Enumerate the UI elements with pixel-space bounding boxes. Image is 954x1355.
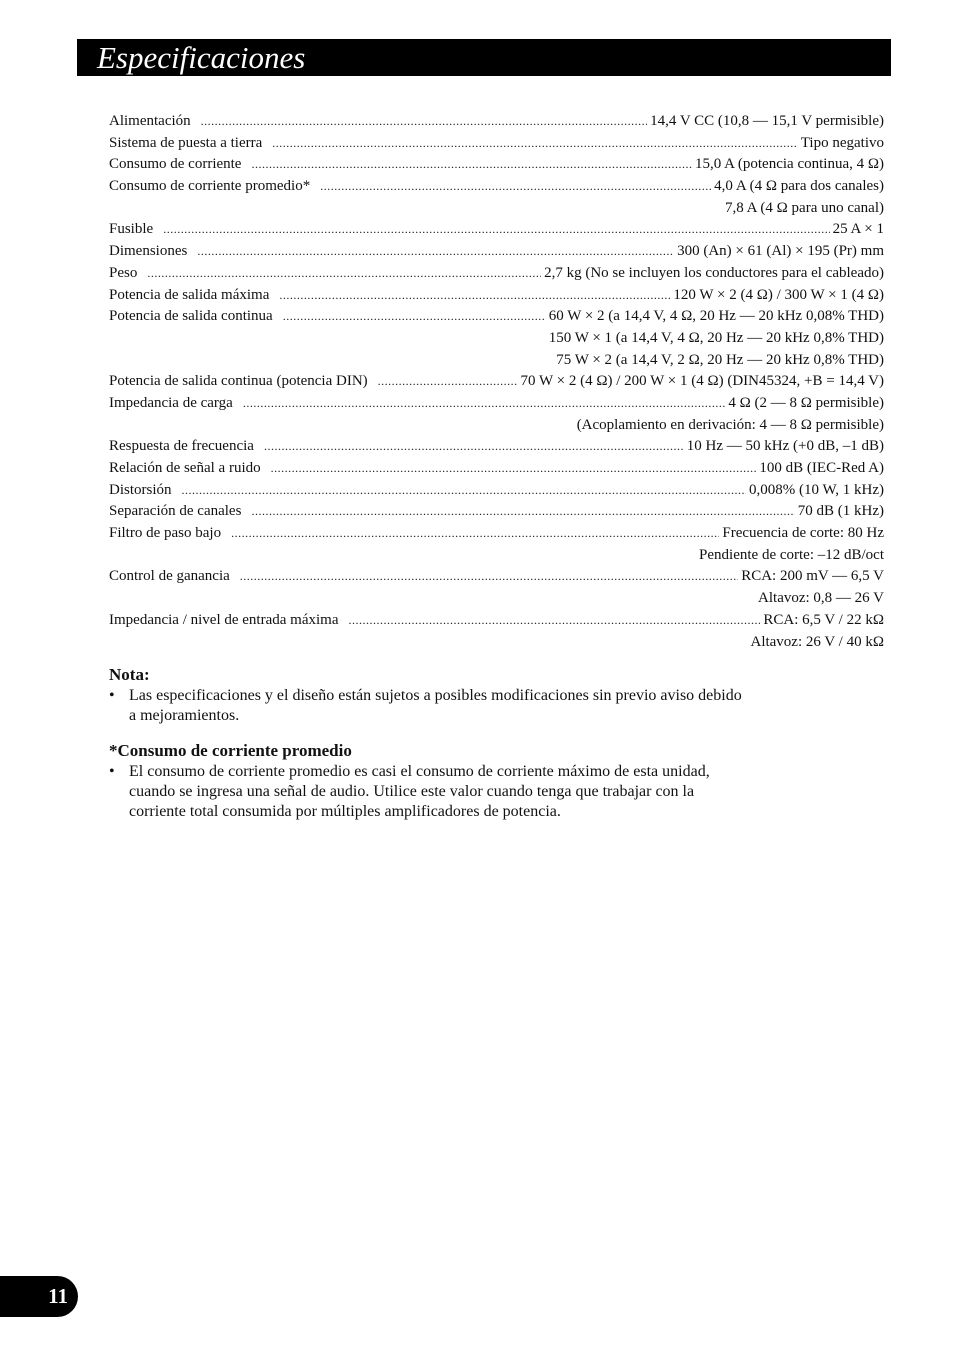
spec-value: Frecuencia de corte: 80 Hz <box>722 525 884 542</box>
spec-value: Pendiente de corte: –12 dB/oct <box>699 546 884 563</box>
spec-value: 300 (An) × 61 (Al) × 195 (Pr) mm <box>677 243 884 260</box>
spec-row <box>109 545 884 567</box>
spec-value: 4 Ω (2 — 8 Ω permisible) <box>728 394 884 411</box>
spec-value: Tipo negativo <box>800 134 884 151</box>
note-text: Las especificaciones y el diseño están sujetos a posibles modificaciones sin previo aviso debido a mejoramientos. <box>129 687 742 724</box>
spec-label: Impedancia de carga <box>109 394 233 411</box>
spec-row <box>109 263 884 285</box>
spec-row <box>109 610 884 632</box>
spec-value: Altavoz: 26 V / 40 kΩ <box>750 633 884 650</box>
spec-row <box>109 241 884 263</box>
spec-row <box>109 436 884 458</box>
spec-row <box>109 393 884 415</box>
dot-leader <box>279 285 670 307</box>
spec-value: 25 A × 1 <box>832 221 884 238</box>
spec-value: 7,8 A (4 Ω para uno canal) <box>724 199 884 216</box>
spec-value: 60 W × 2 (a 14,4 V, 4 Ω, 20 Hz — 20 kHz 0,08% THD) <box>548 308 884 325</box>
dot-leader <box>201 111 647 133</box>
spec-row <box>109 219 884 241</box>
dot-leader <box>378 371 518 393</box>
spec-label: Filtro de paso bajo <box>109 525 222 542</box>
dot-leader <box>271 458 757 480</box>
dot-leader <box>197 241 674 263</box>
spec-label: Consumo de corriente promedio* <box>109 178 311 195</box>
dot-leader <box>272 133 798 155</box>
notes-section <box>109 664 749 822</box>
spec-value: RCA: 200 mV — 6,5 V <box>741 568 884 585</box>
spec-row <box>109 198 884 220</box>
spec-value: 4,0 A (4 Ω para dos canales) <box>714 178 884 195</box>
spec-value: 2,7 kg (No se incluyen los conductores para el cableado) <box>544 264 884 281</box>
dot-leader <box>264 436 684 458</box>
spec-label: Potencia de salida continua <box>109 308 273 325</box>
footnote-heading: *Consumo de corriente promedio <box>109 741 352 760</box>
spec-label: Distorsión <box>109 481 172 498</box>
spec-label: Separación de canales <box>109 503 242 520</box>
spec-label: Peso <box>109 264 138 281</box>
page-title: Especificaciones <box>97 40 306 75</box>
spec-value: Altavoz: 0,8 — 26 V <box>758 590 884 607</box>
spec-label: Impedancia / nivel de entrada máxima <box>109 611 339 628</box>
spec-value: 75 W × 2 (a 14,4 V, 2 Ω, 20 Hz — 20 kHz 0,8% THD) <box>556 351 884 368</box>
spec-label: Fusible <box>109 221 154 238</box>
spec-row <box>109 632 884 654</box>
spec-value: 10 Hz — 50 kHz (+0 dB, –1 dB) <box>686 438 884 455</box>
dot-leader <box>163 219 829 241</box>
dot-leader <box>240 566 738 588</box>
note-bullet <box>109 686 749 726</box>
spec-row <box>109 306 884 328</box>
dot-leader <box>320 176 711 198</box>
spec-label: Potencia de salida continua (potencia DIN) <box>109 373 368 390</box>
spec-value: 70 W × 2 (4 Ω) / 200 W × 1 (4 Ω) (DIN45324, +B = 14,4 V) <box>520 373 884 390</box>
page-number-tab <box>0 1276 78 1317</box>
spec-row <box>109 328 884 350</box>
spec-row <box>109 285 884 307</box>
spec-value: (Acoplamiento en derivación: 4 — 8 Ω permisible) <box>576 416 884 433</box>
spec-row <box>109 415 884 437</box>
spec-value: 150 W × 1 (a 14,4 V, 4 Ω, 20 Hz — 20 kHz 0,8% THD) <box>548 329 884 346</box>
dot-leader <box>251 501 794 523</box>
spec-row <box>109 458 884 480</box>
spec-row <box>109 501 884 523</box>
spec-label: Alimentación <box>109 113 191 129</box>
spec-label: Sistema de puesta a tierra <box>109 134 263 151</box>
spec-label: Consumo de corriente <box>109 156 242 173</box>
page-number: 11 <box>48 1284 68 1308</box>
spec-value: RCA: 6,5 V / 22 kΩ <box>763 611 884 628</box>
footnote-bullet <box>109 762 749 822</box>
bullet-icon: • <box>109 763 115 780</box>
spec-value: 15,0 A (potencia continua, 4 Ω) <box>694 156 884 173</box>
spec-label: Respuesta de frecuencia <box>109 438 254 455</box>
spec-value: 14,4 V CC (10,8 — 15,1 V permisible) <box>650 113 884 129</box>
note-heading: Nota: <box>109 665 150 684</box>
spec-row <box>109 523 884 545</box>
spec-value: 70 dB (1 kHz) <box>797 503 884 520</box>
spec-row <box>109 350 884 372</box>
spec-row <box>109 176 884 198</box>
dot-leader <box>243 393 726 415</box>
spec-row <box>109 154 884 176</box>
bullet-icon: • <box>109 687 115 704</box>
title-bar <box>77 39 891 76</box>
dot-leader <box>251 154 692 176</box>
spec-value: 100 dB (IEC-Red A) <box>759 460 884 476</box>
spec-row <box>109 480 884 502</box>
dot-leader <box>182 480 746 502</box>
spec-label: Relación de señal a ruido <box>109 460 261 476</box>
dot-leader <box>231 523 719 545</box>
spec-label: Potencia de salida máxima <box>109 286 270 303</box>
spec-row <box>109 133 884 155</box>
spec-label: Dimensiones <box>109 243 188 260</box>
spec-value: 120 W × 2 (4 Ω) / 300 W × 1 (4 Ω) <box>673 286 884 303</box>
dot-leader <box>147 263 541 285</box>
spec-row <box>109 588 884 610</box>
spec-label: Control de ganancia <box>109 568 230 585</box>
dot-leader <box>283 306 546 328</box>
spec-list <box>109 111 884 653</box>
spec-row <box>109 371 884 393</box>
dot-leader <box>348 610 760 632</box>
spec-row <box>109 111 884 133</box>
spec-value: 0,008% (10 W, 1 kHz) <box>749 481 884 498</box>
spec-row <box>109 566 884 588</box>
footnote-text: El consumo de corriente promedio es casi el consumo de corriente máximo de esta unidad, cuando se ingresa una señal de audio. Utilice este valor cuando tenga que trabajar con la corriente total consumida por múltiples amplificadores de potencia. <box>129 763 710 820</box>
